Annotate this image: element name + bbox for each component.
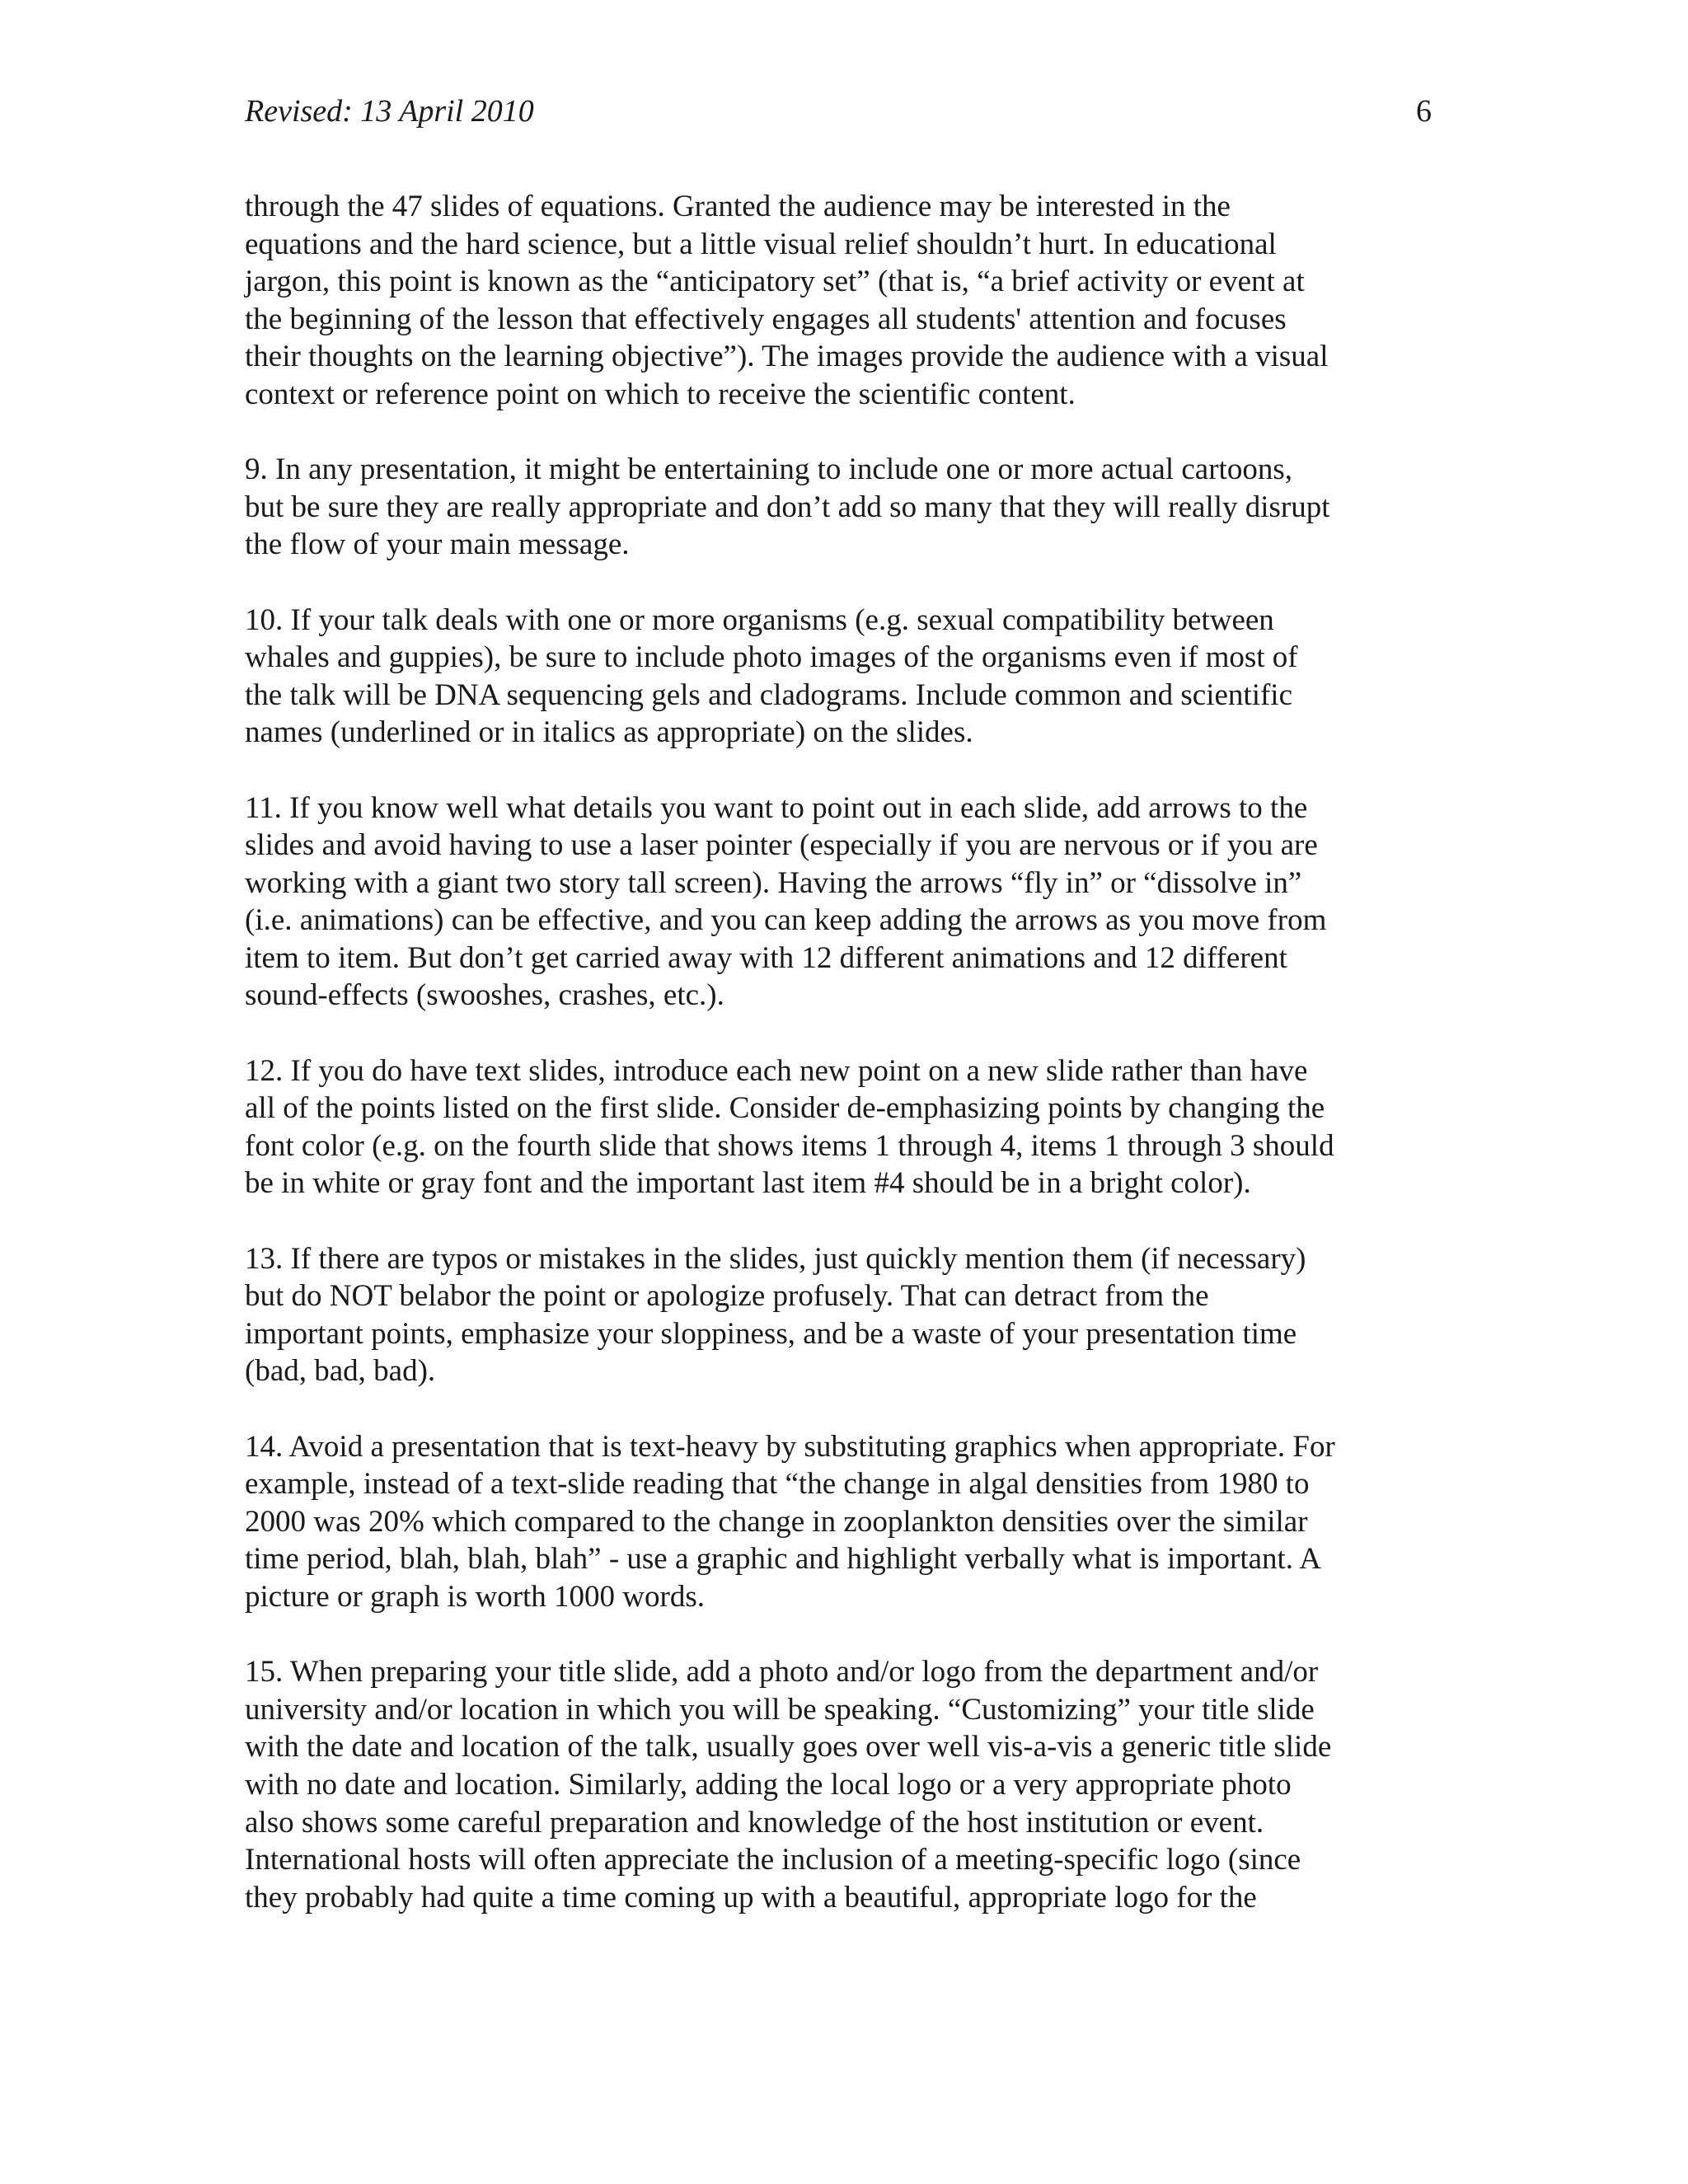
paragraph-item-10 xyxy=(245,602,1432,752)
text-line: university and/or location in which you will be speaking. “Customizing” your title slide xyxy=(245,1692,1315,1727)
paragraph-item-11 xyxy=(245,790,1432,1015)
text-line: with no date and location. Similarly, adding the local logo or a very appropriate photo xyxy=(245,1767,1292,1802)
text-line: font color (e.g. on the fourth slide that shows items 1 through 4, items 1 through 3 should xyxy=(245,1128,1334,1163)
text-line: with the date and location of the talk, usually goes over well vis-a-vis a generic title slide xyxy=(245,1730,1332,1765)
page-number: 6 xyxy=(1416,94,1432,129)
text-line: the beginning of the lesson that effectively engages all students' attention and focuses xyxy=(245,302,1287,336)
page-header xyxy=(245,92,1432,130)
text-line: item to item. But don’t get carried away with 12 different animations and 12 different xyxy=(245,940,1287,975)
text-line: 9. In any presentation, it might be entertaining to include one or more actual cartoons, xyxy=(245,452,1292,487)
text-line: sound-effects (swooshes, crashes, etc.). xyxy=(245,978,724,1013)
paragraph-item-13 xyxy=(245,1240,1432,1390)
text-line: but do NOT belabor the point or apologize profusely. That can detract from the xyxy=(245,1279,1209,1314)
text-line: 10. If your talk deals with one or more organisms (e.g. sexual compatibility between xyxy=(245,602,1274,637)
paragraph-item-14 xyxy=(245,1428,1432,1616)
paragraph-item-9 xyxy=(245,451,1432,564)
text-line: important points, emphasize your sloppiness, and be a waste of your presentation time xyxy=(245,1316,1297,1351)
text-line: (i.e. animations) can be effective, and you can keep adding the arrows as you move from xyxy=(245,903,1327,938)
text-line: they probably had quite a time coming up with a beautiful, appropriate logo for the xyxy=(245,1880,1257,1915)
text-line: (bad, bad, bad). xyxy=(245,1354,436,1389)
text-line: their thoughts on the learning objective”). The images provide the audience with a visual xyxy=(245,340,1329,374)
text-line: context or reference point on which to receive the scientific content. xyxy=(245,377,1076,411)
text-line: also shows some careful preparation and knowledge of the host institution or event. xyxy=(245,1805,1264,1840)
text-line: 12. If you do have text slides, introduce each new point on a new slide rather than have xyxy=(245,1053,1308,1088)
text-line: be in white or gray font and the important last item #4 should be in a bright color). xyxy=(245,1166,1251,1201)
document-page xyxy=(245,92,1432,1954)
text-line: equations and the hard science, but a little visual relief shouldn’t hurt. In educational xyxy=(245,227,1277,261)
paragraph-item-12 xyxy=(245,1052,1432,1202)
text-line: 14. Avoid a presentation that is text-heavy by substituting graphics when appropriate. For xyxy=(245,1429,1335,1464)
text-line: International hosts will often appreciate the inclusion of a meeting-specific logo (since xyxy=(245,1843,1301,1877)
document-body xyxy=(245,188,1432,1916)
text-line: whales and guppies), be sure to include photo images of the organisms even if most of xyxy=(245,640,1298,675)
paragraph-item-15 xyxy=(245,1653,1432,1916)
paragraph-continuation xyxy=(245,188,1432,414)
revision-date: Revised: 13 April 2010 xyxy=(245,94,534,129)
text-line: 2000 was 20% which compared to the change in zooplankton densities over the similar xyxy=(245,1504,1308,1539)
text-line: names (underlined or in italics as appropriate) on the slides. xyxy=(245,715,973,750)
text-line: 11. If you know well what details you want to point out in each slide, add arrows to the xyxy=(245,790,1308,825)
text-line: 15. When preparing your title slide, add a photo and/or logo from the department and/or xyxy=(245,1655,1319,1690)
text-line: but be sure they are really appropriate and don’t add so many that they will really disrupt xyxy=(245,490,1330,524)
text-line: slides and avoid having to use a laser pointer (especially if you are nervous or if you are xyxy=(245,828,1318,863)
text-line: the talk will be DNA sequencing gels and cladograms. Include common and scientific xyxy=(245,677,1293,712)
text-line: through the 47 slides of equations. Granted the audience may be interested in the xyxy=(245,190,1231,223)
text-line: all of the points listed on the first slide. Consider de-emphasizing points by changing the xyxy=(245,1091,1325,1126)
text-line: time period, blah, blah, blah” - use a graphic and highlight verbally what is important. A xyxy=(245,1542,1321,1577)
text-line: 13. If there are typos or mistakes in the slides, just quickly mention them (if necessary) xyxy=(245,1241,1306,1276)
text-line: jargon, this point is known as the “anticipatory set” (that is, “a brief activity or event at xyxy=(245,265,1305,299)
text-line: picture or graph is worth 1000 words. xyxy=(245,1579,705,1614)
text-line: working with a giant two story tall screen). Having the arrows “fly in” or “dissolve in” xyxy=(245,865,1302,900)
text-line: example, instead of a text-slide reading that “the change in algal densities from 1980 to xyxy=(245,1467,1310,1502)
text-line: the flow of your main message. xyxy=(245,527,630,562)
